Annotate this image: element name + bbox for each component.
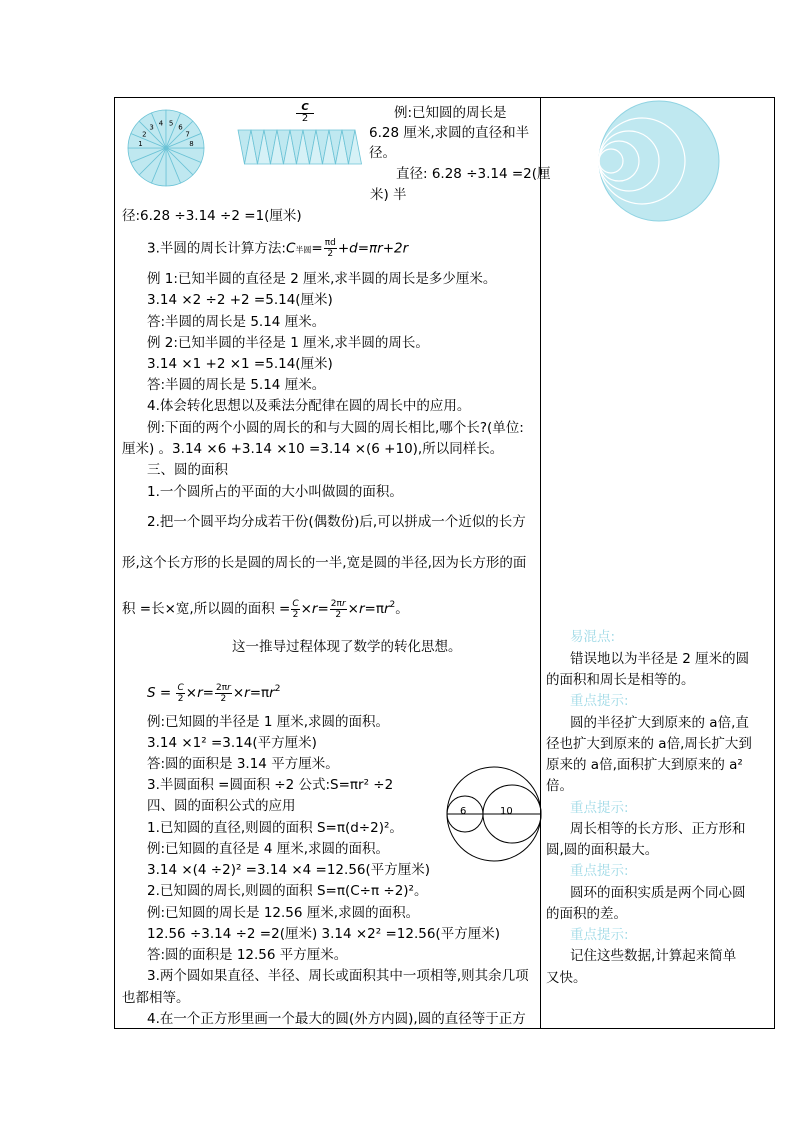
area-p2c: 积 =长×宽,所以圆的面积 = $\frac{C}{2}$ ×r= $\frac{2\pi r}{2}$ $\times r=\pi r^2$。 [122, 598, 409, 620]
item4-ex-a: 例:下面的两个小圆的周长的和与大圆的周长相比,哪个长?(单位: [147, 420, 524, 436]
ex-top-line1: 例:已知圆的周长是 [394, 105, 507, 121]
wheel-number: 7 [185, 130, 190, 139]
app-p3b: 也都相等。 [122, 990, 190, 1006]
app-p1: 1.已知圆的直径,则圆的面积 S=π(d÷2)²。 [147, 820, 403, 836]
wheel-number: 1 [138, 139, 143, 148]
wheel-number: 8 [189, 139, 194, 148]
ex-top-line4: 直径: 6.28 ÷3.14 =2(厘 [396, 166, 551, 182]
area-p2b: 形,这个长方形的长是圆的周长的一半,宽是圆的半径,因为长方形的面 [122, 555, 527, 571]
area-section-title: 三、圆的面积 [147, 462, 228, 478]
side-note5b: 又快。 [546, 970, 587, 986]
side-note3a: 周长相等的长方形、正方形和 [570, 821, 746, 837]
item4-ex-b: 厘米) 。3.14 ×6 +3.14 ×10 =3.14 ×(6 +10),所以同样长。 [122, 441, 504, 457]
app-calc1: 3.14 ×(4 ÷2)² =3.14 ×4 =12.56(平方厘米) [147, 862, 431, 878]
wheel-number: 4 [158, 119, 164, 128]
semicircle-ex2: 例 2:已知半圆的半径是 1 厘米,求半圆的周长。 [147, 335, 429, 351]
side-heading-key1: 重点提示: [570, 693, 629, 709]
sector-wheel-figure [126, 108, 212, 188]
app-ex1: 例:已知圆的直径是 4 厘米,求圆的面积。 [147, 841, 390, 857]
semicircle-ex1: 例 1:已知半圆的直径是 2 厘米,求半圆的周长是多少厘米。 [147, 271, 497, 287]
ex-top-line5: 米) 半 [370, 187, 407, 203]
semicircle-ans1: 答:半圆的周长是 5.14 厘米。 [147, 314, 326, 330]
wheel-number: 3 [149, 123, 154, 132]
side-note4b: 的面积的差。 [546, 906, 627, 922]
side-note1a: 错误地以为半径是 2 厘米的圆 [570, 651, 750, 667]
semicircle-calc2: 3.14 ×1 +2 ×1 =5.14(厘米) [147, 356, 333, 372]
big-circle-label: 10 [500, 806, 513, 817]
side-note2a: 圆的半径扩大到原来的 a倍,直 [570, 715, 749, 731]
wheel-number: 2 [142, 130, 147, 139]
side-note2b: 径也扩大到原来的 a倍,周长扩大到 [546, 736, 752, 752]
area-p2a: 2.把一个圆平均分成若干份(偶数份)后,可以拼成一个近似的长方 [147, 514, 526, 530]
app-p2: 2.已知圆的周长,则圆的面积 S=π(C÷π ÷2)²。 [147, 883, 428, 899]
area-half: 3.半圆面积 =圆面积 ÷2 公式:S=πr² ÷2 [147, 777, 394, 793]
side-heading-key2: 重点提示: [570, 800, 629, 816]
side-note2d: 倍。 [546, 778, 573, 794]
area-calc: 3.14 ×1² =3.14(平方厘米) [147, 735, 317, 751]
semicircle-ans2: 答:半圆的周长是 5.14 厘米。 [147, 377, 326, 393]
strip-half-c-label: C 2 [296, 103, 314, 124]
area-p1: 1.一个圆所占的平面的大小叫做圆的面积。 [147, 484, 403, 500]
app-ex2: 例:已知圆的周长是 12.56 厘米,求圆的面积。 [147, 905, 420, 921]
area-formula: S = $\frac{C}{2}$ ×r= $\frac{2\pi r}{2}$ $\times r=\pi r^2$ [147, 682, 281, 704]
side-note3b: 圆,圆的面积最大。 [546, 842, 659, 858]
app-p3a: 3.两个圆如果直径、半径、周长或面积其中一项相等,则其余几项 [147, 968, 529, 984]
side-note5a: 记住这些数据,计算起来简单 [570, 948, 737, 964]
app-calc2: 12.56 ÷3.14 ÷2 =2(厘米) 3.14 ×2² =12.56(平方厘米) [147, 926, 500, 942]
app-ans2: 答:圆的面积是 12.56 平方厘米。 [147, 947, 348, 963]
semicircle-calc1: 3.14 ×2 ÷2 +2 =5.14(厘米) [147, 292, 333, 308]
semicircle-heading: 3.半圆的周长计算方法:C半圆= $\frac{\pi d}{2}$ +d=πr+2r [147, 238, 409, 259]
app-section-title: 四、圆的面积公式的应用 [147, 798, 296, 814]
app-p4: 4.在一个正方形里画一个最大的圆(外方内圆),圆的直径等于正方 [147, 1011, 526, 1027]
small-circle-label: 6 [460, 806, 467, 817]
concentric-circles-figure [598, 100, 720, 222]
area-thought: 这一推导过程体现了数学的转化思想。 [232, 639, 462, 655]
side-heading-confusion: 易混点: [570, 629, 616, 645]
area-ex: 例:已知圆的半径是 1 厘米,求圆的面积。 [147, 714, 390, 730]
area-ans: 答:圆的面积是 3.14 平方厘米。 [147, 756, 339, 772]
ex-top-line6: 径:6.28 ÷3.14 ÷2 =1(厘米) [122, 208, 302, 224]
ex-top-line3: 径。 [369, 145, 396, 161]
wheel-number: 6 [178, 123, 183, 132]
ex-top-line2: 6.28 厘米,求圆的直径和半 [369, 125, 530, 141]
side-note2c: 原来的 a倍,面积扩大到原来的 a² [546, 757, 743, 773]
side-note1b: 的面积和周长是相等的。 [546, 672, 695, 688]
side-heading-key3: 重点提示: [570, 863, 629, 879]
rearranged-strip-figure [236, 128, 366, 168]
side-note4a: 圆环的面积实质是两个同心圆 [570, 885, 746, 901]
wheel-number: 5 [168, 119, 174, 128]
side-heading-key4: 重点提示: [570, 927, 629, 943]
item4-heading: 4.体会转化思想以及乘法分配律在圆的周长中的应用。 [147, 398, 471, 414]
